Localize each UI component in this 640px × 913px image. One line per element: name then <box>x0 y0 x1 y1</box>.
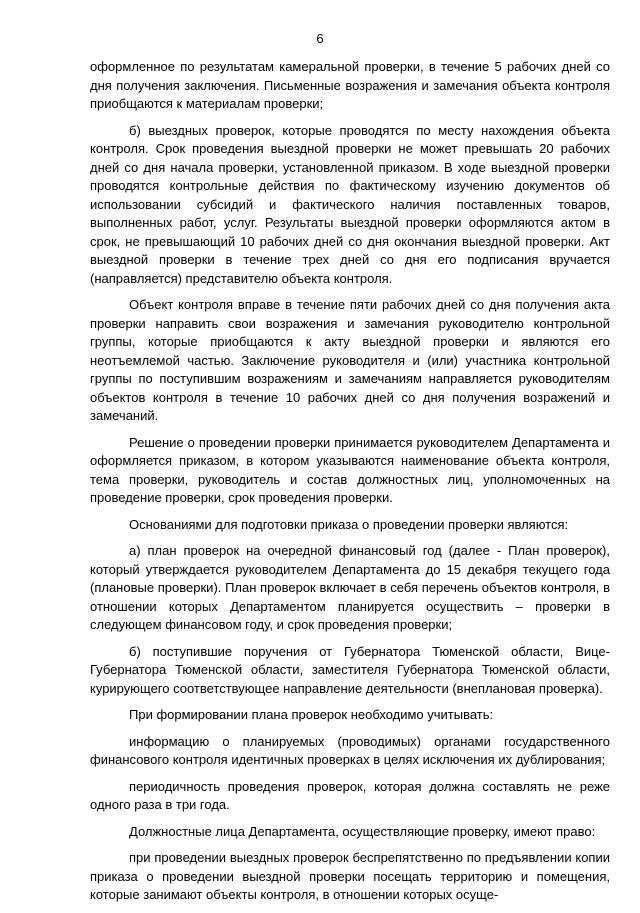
paragraph-9: информацию о планируемых (проводимых) органами государственного финансового контроля идентичных проверках в целях исключения их дублирования; <box>90 733 610 767</box>
paragraph-2: б) выездных проверок, которые проводятся по месту нахождения объекта контроля. Срок проведения выездной проверки не может превышать 20 рабочих дней со дня начала проверки, установленной приказом. В ходе выездной проверки проводятся контрольные действия по фактическому изучению документов об использовании субсидий и фактического наличия поставленных товаров, выполненных работ, услуг. Результаты выездной проверки оформляются актом в срок, не превышающий 10 рабочих дней со дня окончания выездной проверки. Акт выездной проверки в течение трех дней со дня его подписания вручается (направляется) представителю объекта контроля. <box>90 122 610 286</box>
document-body <box>90 58 610 913</box>
paragraph-8: При формировании плана проверок необходимо учитывать: <box>129 707 494 722</box>
page-number: 6 <box>316 31 324 46</box>
paragraph-6: а) план проверок на очередной финансовый год (далее - План проверок), который утверждается руководителем Департамента до 15 декабря текущего года (плановые проверки). План проверок включает в себя перечень объектов контроля, в отношении которых Департаментом планируется осуществить – проверки в следующем финансовом году, и срок проведения проверки; <box>90 543 610 632</box>
paragraph-12: при проведении выездных проверок беспрепятственно по предъявлении копии приказа о проведении выездной проверки посещать территорию и помещения, которые занимают объекты контроля, в отношении которых осуще- <box>90 850 610 902</box>
paragraph-10: периодичность проведения проверок, которая должна составлять не реже одного раза в три года. <box>90 778 610 812</box>
paragraph-1: оформленное по результатам камеральной проверки, в течение 5 рабочих дней со дня получения заключения. Письменные возражения и замечания объекта контроля приобщаются к материалам проверки; <box>90 59 610 111</box>
paragraph-5: Основаниями для подготовки приказа о проведении проверки являются: <box>129 516 569 532</box>
paragraph-3: Объект контроля вправе в течение пяти рабочих дней со дня получения акта проверки направить свои возражения и замечания руководителю контрольной группы, которые приобщаются к акту выездной проверки и являются его неотъемлемой частью. Заключение руководителя и (или) участника контрольной группы по поступившим возражениям и замечаниям направляется руководителям объектов контроля в течение 10 рабочих дней со дня получения возражений и замечаний. <box>90 297 610 423</box>
paragraph-4: Решение о проведении проверки принимается руководителем Департамента и оформляется приказом, в котором указываются наименование объекта контроля, тема проверки, руководитель и состав должностных лиц, уполномоченных на проведение проверки, срок проведения проверки. <box>90 434 610 505</box>
paragraph-11: Должностные лица Департамента, осуществляющие проверку, имеют право: <box>129 823 596 839</box>
paragraph-7: б) поступившие поручения от Губернатора Тюменской области, Вице-Губернатора Тюменской области, заместителя Губернатора Тюменской области, курирующего соответствующее направление деятельности (внеплановая проверка). <box>90 643 610 696</box>
